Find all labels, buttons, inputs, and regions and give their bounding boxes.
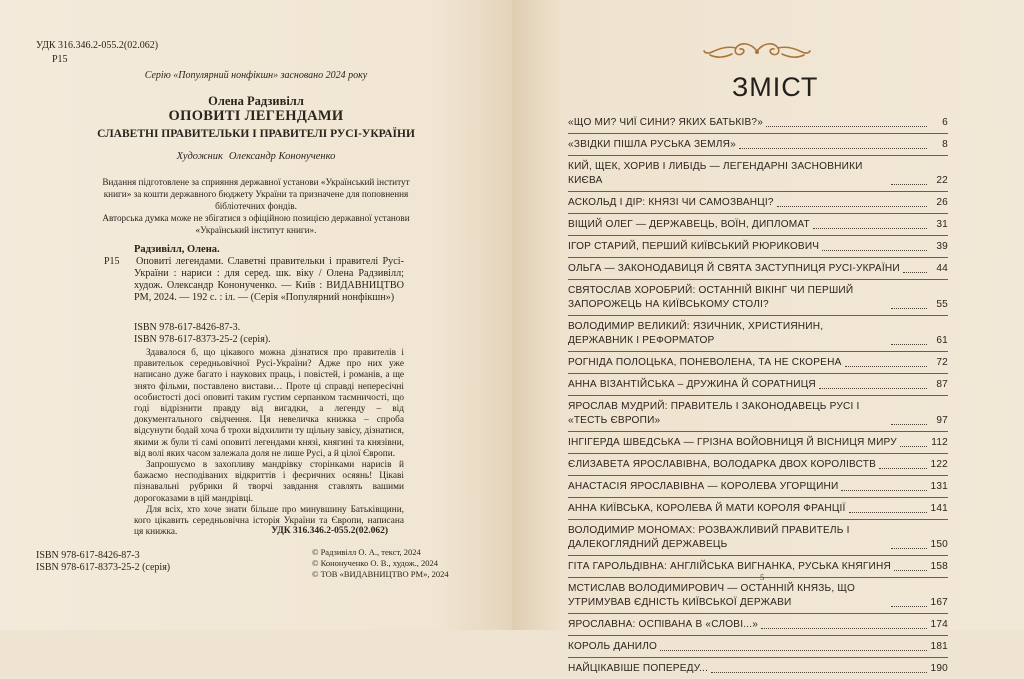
toc-entry bbox=[568, 555, 948, 577]
toc-entry-page: 61 bbox=[936, 335, 948, 346]
abstract-paragraph: Запрошуємо в захопливу мандрівку сторінками нарисів й бажаємо несподіваних відкриттів і феєричних осяянь! Цікаві пізнавальні рубрики й творчі завдання ставлять вашими дорогоказами в цій мандрівці. bbox=[134, 460, 404, 504]
toc-entry bbox=[568, 351, 948, 373]
toc-leader-dots bbox=[891, 548, 927, 549]
copyright-illustrations: © Кононученко О. В., худож., 2024 bbox=[312, 558, 439, 568]
toc-entry-title: ІГОР СТАРИЙ, ПЕРШИЙ КИЇВСЬКИЙ РЮРИКОВИЧ bbox=[568, 241, 820, 252]
isbn-bottom-book: ISBN 978-617-8426-87-3 bbox=[36, 550, 140, 561]
toc-entry-title: ІНГІГЕРДА ШВЕДСЬКА — ГРІЗНА ВОЙОВНИЦЯ Й ВІСНИЦЯ МИРУ bbox=[568, 437, 897, 448]
toc-entry bbox=[568, 519, 948, 555]
toc-entry bbox=[568, 577, 948, 613]
toc-entry-page: 141 bbox=[930, 503, 948, 514]
toc-entry-page: 72 bbox=[936, 357, 948, 368]
toc-leader-dots bbox=[822, 250, 927, 251]
toc-leader-dots bbox=[819, 388, 927, 389]
artist-name: Олександр Кононученко bbox=[228, 151, 336, 162]
toc-entry-title: «ЗВІДКИ ПІШЛА РУСЬКА ЗЕМЛЯ» bbox=[568, 139, 736, 150]
toc-entry-title: ОЛЬГА — ЗАКОНОДАВИЦЯ Й СВЯТА ЗАСТУПНИЦЯ РУСІ-УКРАЇНИ bbox=[568, 263, 900, 274]
toc-leader-dots bbox=[845, 366, 927, 367]
toc-leader-dots bbox=[660, 650, 927, 651]
toc-entry-page: 44 bbox=[936, 263, 948, 274]
abstract bbox=[134, 348, 404, 538]
book-subtitle: СЛАВЕТНІ ПРАВИТЕЛЬКИ І ПРАВИТЕЛІ РУСІ-УКРАЇНИ bbox=[97, 128, 415, 140]
udk-code-bottom: УДК 316.346.2-055.2(02.062) bbox=[271, 526, 388, 536]
toc-leader-dots bbox=[761, 628, 927, 629]
toc-entry-title: КИЙ, ЩЕК, ХОРИВ І ЛИБІДЬ — ЛЕГЕНДАРНІ ЗАСНОВНИКИ КИЄВА bbox=[568, 161, 863, 186]
copyright-text: © Радзивілл О. А., текст, 2024 bbox=[312, 547, 421, 557]
toc-entry bbox=[568, 235, 948, 257]
toc-entry bbox=[568, 373, 948, 395]
toc-entry bbox=[568, 315, 948, 351]
toc-entry-title: АННА ВІЗАНТІЙСЬКА – ДРУЖИНА Й СОРАТНИЦЯ bbox=[568, 379, 816, 390]
toc-entry-title: ВОЛОДИМИР МОНОМАХ: РОЗВАЖЛИВИЙ ПРАВИТЕЛЬ І ДАЛЕКОГЛЯДНИЙ ДЕРЖАВЕЦЬ bbox=[568, 525, 850, 550]
toc-entry-title: ВІЩИЙ ОЛЕГ — ДЕРЖАВЕЦЬ, ВОЇН, ДИПЛОМАТ bbox=[568, 219, 810, 230]
ornament-icon bbox=[702, 38, 812, 64]
toc-leader-dots bbox=[813, 228, 927, 229]
artist-label: Художник bbox=[176, 151, 223, 162]
toc-entry-title: МСТИСЛАВ ВОЛОДИМИРОВИЧ — ОСТАННІЙ КНЯЗЬ, ЩО УТРИМУВАВ ЄДНІСТЬ КИЇВСЬКОЇ ДЕРЖАВИ bbox=[568, 583, 856, 608]
catalog-index: Р15 bbox=[104, 256, 120, 267]
toc-leader-dots bbox=[849, 512, 927, 513]
toc-entry-title: АНАСТАСІЯ ЯРОСЛАВІВНА — КОРОЛЕВА УГОРЩИНИ bbox=[568, 481, 839, 492]
toc-entry-page: 6 bbox=[942, 117, 948, 128]
isbn-block bbox=[134, 322, 271, 346]
toc-entry bbox=[568, 657, 948, 679]
toc-entry-title: КОРОЛЬ ДАНИЛО bbox=[568, 641, 658, 652]
toc-leader-dots bbox=[891, 308, 927, 309]
toc-entry-page: 39 bbox=[936, 241, 948, 252]
catalog-index-top: Р15 bbox=[52, 54, 68, 65]
toc-leader-dots bbox=[900, 446, 927, 447]
toc-leader-dots bbox=[841, 490, 927, 491]
toc-entry bbox=[568, 453, 948, 475]
toc-entry-page: 31 bbox=[936, 219, 948, 230]
toc-entry-page: 87 bbox=[936, 379, 948, 390]
toc-entry bbox=[568, 112, 948, 133]
toc-entry bbox=[568, 395, 948, 431]
catalog-author: Радзивілл, Олена. bbox=[134, 244, 220, 255]
toc-entry-page: 174 bbox=[930, 619, 948, 630]
isbn-bottom bbox=[36, 550, 170, 574]
toc-entry-title: СВЯТОСЛАВ ХОРОБРИЙ: ОСТАННІЙ ВІКІНГ ЧИ ПЕРШИЙ ЗАПОРОЖЕЦЬ НА КИЇВСЬКОМУ СТОЛІ? bbox=[568, 285, 854, 310]
toc-entry-page: 181 bbox=[930, 641, 948, 652]
series-note: Серію «Популярний нонфікшн» засновано 2024 року bbox=[144, 70, 368, 81]
toc-entry-title: АННА КИЇВСЬКА, КОРОЛЕВА Й МАТИ КОРОЛЯ ФРАНЦІЇ bbox=[568, 503, 846, 514]
toc-entry bbox=[568, 431, 948, 453]
toc-entry bbox=[568, 133, 948, 155]
isbn-book: ISBN 978-617-8426-87-3. bbox=[134, 322, 241, 333]
toc-leader-dots bbox=[879, 468, 927, 469]
toc-entry bbox=[568, 635, 948, 657]
page-number: 5 bbox=[760, 572, 765, 582]
toc-entry-title: АСКОЛЬД І ДІР: КНЯЗІ ЧИ САМОЗВАНЦІ? bbox=[568, 197, 774, 208]
toc-entry-page: 26 bbox=[936, 197, 948, 208]
toc-entry-page: 122 bbox=[930, 459, 948, 470]
toc-entry-page: 131 bbox=[930, 481, 948, 492]
toc-leader-dots bbox=[777, 206, 927, 207]
toc-entry-page: 150 bbox=[930, 539, 948, 550]
toc-leader-dots bbox=[903, 272, 927, 273]
left-page bbox=[0, 0, 512, 630]
toc-leader-dots bbox=[891, 344, 927, 345]
toc-entry-page: 22 bbox=[936, 175, 948, 186]
toc-entry-page: 112 bbox=[931, 437, 948, 448]
toc-title: ЗМІСТ bbox=[732, 72, 819, 102]
isbn-bottom-series: ISBN 978-617-8373-25-2 (серія) bbox=[36, 562, 171, 573]
toc-entry-title: ЯРОСЛАВНА: ОСПІВАНА В «СЛОВІ...» bbox=[568, 619, 759, 630]
toc-leader-dots bbox=[766, 126, 927, 127]
toc-entry-title: ЯРОСЛАВ МУДРИЙ: ПРАВИТЕЛЬ І ЗАКОНОДАВЕЦЬ РУСІ І «ТЕСТЬ ЄВРОПИ» bbox=[568, 401, 860, 426]
toc-entry-title: РОГНІДА ПОЛОЦЬКА, ПОНЕВОЛЕНА, ТА НЕ СКОРЕНА bbox=[568, 357, 842, 368]
book-author: Олена Радзивілл bbox=[208, 94, 304, 108]
isbn-series: ISBN 978-617-8373-25-2 (серія). bbox=[134, 334, 271, 345]
toc-leader-dots bbox=[739, 148, 927, 149]
toc-leader-dots bbox=[891, 184, 927, 185]
udk-code-top: УДК 316.346.2-055.2(02.062) bbox=[36, 40, 159, 51]
toc-entry bbox=[568, 257, 948, 279]
book-title: ОПОВИТІ ЛЕГЕНДАМИ bbox=[168, 108, 344, 124]
toc-leader-dots bbox=[891, 424, 927, 425]
abstract-paragraph: Для всіх, хто хоче знати більше про минувшину Батьківщини, кого цікавить середньовічна історія України та Європи, написана ця книжка. bbox=[134, 504, 404, 538]
toc-entry-page: 97 bbox=[936, 415, 948, 426]
copyright-block bbox=[312, 547, 449, 580]
disclaimer-note: Авторська думка може не збігатися з офіційною позицією державної установи «Український інститут книги». bbox=[102, 213, 410, 235]
toc-entry bbox=[568, 279, 948, 315]
toc-entry bbox=[568, 213, 948, 235]
toc-entry-title: ВОЛОДИМИР ВЕЛИКИЙ: ЯЗИЧНИК, ХРИСТИЯНИН, ДЕРЖАВНИК І РЕФОРМАТОР bbox=[568, 321, 824, 346]
toc-leader-dots bbox=[891, 606, 927, 607]
toc-entry-title: ЄЛИЗАВЕТА ЯРОСЛАВІВНА, ВОЛОДАРКА ДВОХ КОРОЛІВСТВ bbox=[568, 459, 877, 470]
toc-entry-title: ГІТА ГАРОЛЬДІВНА: АНГЛІЙСЬКА ВИГНАНКА, РУСЬКА КНЯГИНЯ bbox=[568, 561, 891, 572]
toc-entry-page: 8 bbox=[942, 139, 948, 150]
right-page bbox=[512, 0, 1024, 674]
toc-list bbox=[568, 112, 948, 679]
toc-entry-page: 167 bbox=[930, 597, 948, 608]
copyright-publisher: © ТОВ «ВИДАВНИЦТВО РМ», 2024 bbox=[312, 569, 449, 579]
toc-entry-page: 190 bbox=[930, 663, 948, 674]
toc-entry-title: «ЩО МИ? ЧИЇ СИНИ? ЯКИХ БАТЬКІВ?» bbox=[568, 117, 764, 128]
toc-entry-page: 55 bbox=[936, 299, 948, 310]
toc-entry bbox=[568, 613, 948, 635]
toc-entry bbox=[568, 475, 948, 497]
toc-entry-page: 158 bbox=[930, 561, 948, 572]
toc-entry bbox=[568, 497, 948, 519]
toc-entry bbox=[568, 155, 948, 191]
toc-entry-title: НАЙЦІКАВІШЕ ПОПЕРЕДУ... bbox=[568, 663, 709, 674]
toc-leader-dots bbox=[894, 570, 927, 571]
catalog-description: Оповиті легендами. Славетні правительки і правителі Русі-України : нариси : для серед. шк. віку / Олена Радзивілл; худож. Олександр Кононученко. — Київ : ВИДАВНИЦТВО РМ, 2024. — 192 с. : іл. — (Серія «Популярний нонфікшн») bbox=[134, 256, 404, 303]
funding-note: Видання підготовлене за сприяння державної установи «Український інститут книги» за кошти державного бюджету України та призначене для поповнення бібліотечних фондів. bbox=[102, 177, 410, 211]
toc-entry bbox=[568, 191, 948, 213]
toc-leader-dots bbox=[711, 672, 927, 673]
abstract-paragraph: Здавалося б, що цікавого можна дізнатися про правителів і правительок середньовічної Русі-України? Адже про них уже написано дуже багато і наукових праць, і повістей, і романів, а ще знято фільми, поставлено вистави… Проте ці справді непересічні особистості досі оповиті таким густим серпанком таємничості, що годі відрізнити правду від вигадки, а легенду – від документального свідчення. Ця невеличка книжка – спроба відсунути бодай хоча б трохи відхилити ту щільну завісу, дізнатися, якими ж були ті самі оповиті легендами князі, княгині та князівни, від волі яких часом залежала доля не лише Русі, а й цілої Європи. bbox=[134, 348, 404, 459]
artist-credit bbox=[0, 151, 512, 162]
